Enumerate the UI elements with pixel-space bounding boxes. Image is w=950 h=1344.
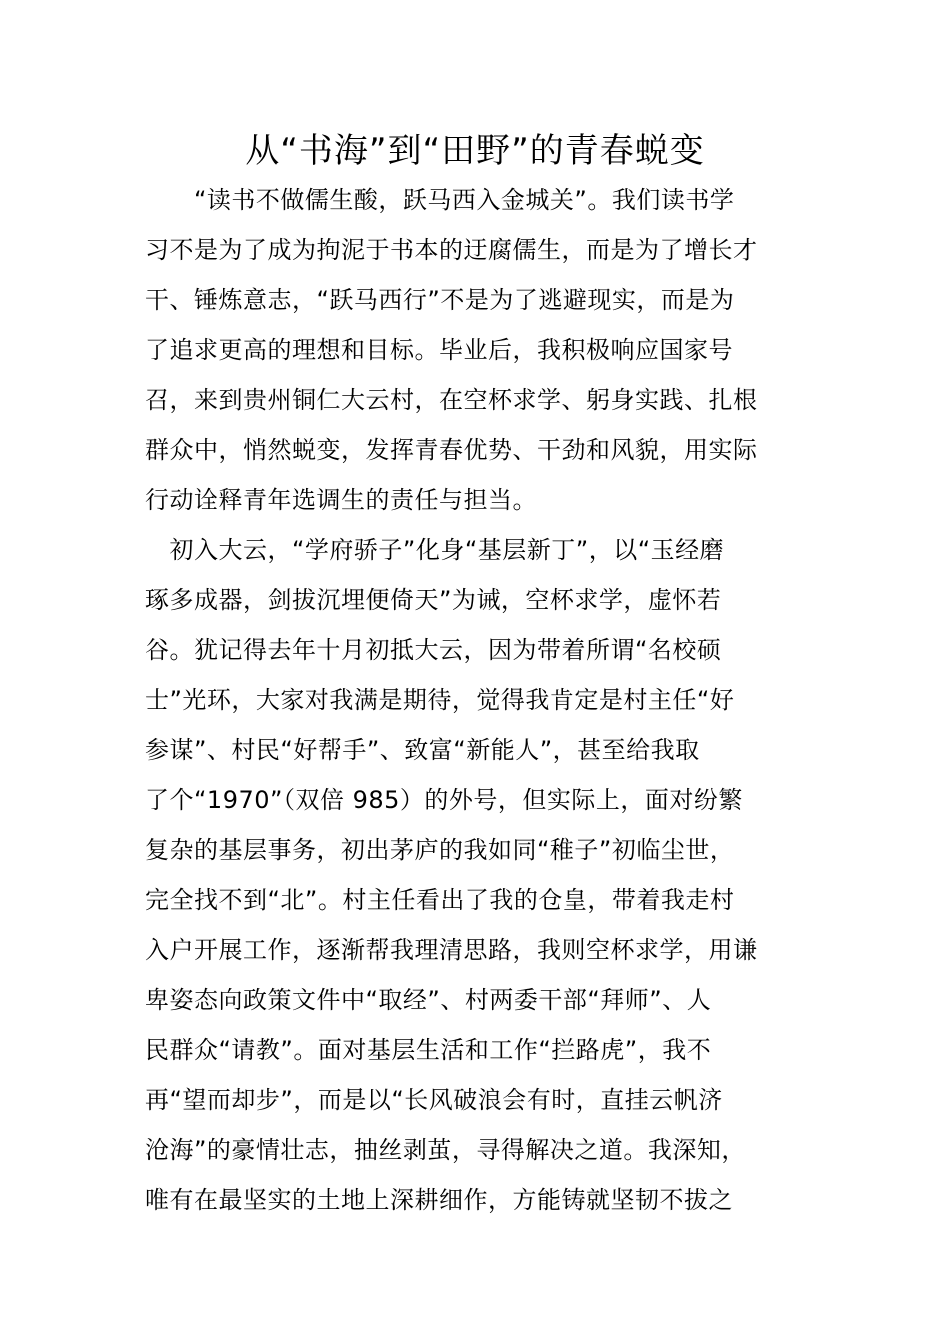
- document-title: 从“书海”到“田野”的青春蜕变: [245, 131, 705, 171]
- text-line: 行动诠释青年选调生的责任与担当。: [145, 486, 537, 514]
- text-line: 谷。犹记得去年十月初抵大云，因为带着所谓“名校硕: [145, 636, 722, 664]
- text-line: 参谋”、村民“好帮手”、致富“新能人”，甚至给我取: [145, 736, 700, 764]
- text-line: 琢多成器，剑拔沉埋便倚天”为诫，空杯求学，虚怀若: [145, 586, 722, 614]
- text-line: 士”光环，大家对我满是期待，觉得我肯定是村主任“好: [145, 686, 735, 714]
- text-line: 唯有在最坚实的土地上深耕细作，方能铸就坚韧不拔之: [145, 1186, 733, 1214]
- text-line: 入户开展工作，逐渐帮我理清思路，我则空杯求学，用谦: [145, 936, 758, 964]
- text-line: 初入大云，“学府骄子”化身“基层新丁”，以“玉经磨: [145, 536, 725, 564]
- text-line: 再“望而却步”，而是以“长风破浪会有时，直挂云帆济: [145, 1086, 723, 1114]
- text-line: 召，来到贵州铜仁大云村，在空杯求学、躬身实践、扎根: [145, 386, 758, 414]
- text-line: 民群众“请教”。面对基层生活和工作“拦路虎”，我不: [145, 1036, 712, 1064]
- text-line: “读书不做儒生酸，跃马西入金城关”。我们读书学: [145, 186, 735, 214]
- text-line: 复杂的基层事务，初出茅庐的我如同“稚子”初临尘世，: [145, 836, 735, 864]
- text-line: 沧海”的豪情壮志，抽丝剥茧，寻得解决之道。我深知，: [145, 1136, 746, 1164]
- text-line: 了追求更高的理想和目标。毕业后，我积极响应国家号: [145, 336, 733, 364]
- text-line: 了个“1970”（双倍 985）的外号，但实际上，面对纷繁: [145, 786, 743, 814]
- text-line: 干、锤炼意志，“跃马西行”不是为了逃避现实，而是为: [145, 286, 735, 314]
- text-line: 群众中，悄然蜕变，发挥青春优势、干劲和风貌，用实际: [145, 436, 758, 464]
- text-line: 完全找不到“北”。村主任看出了我的仓皇，带着我走村: [145, 886, 735, 914]
- text-line: 习不是为了成为拘泥于书本的迂腐儒生，而是为了增长才: [145, 236, 758, 264]
- text-line: 卑姿态向政策文件中“取经”、村两委干部“拜师”、人: [145, 986, 712, 1014]
